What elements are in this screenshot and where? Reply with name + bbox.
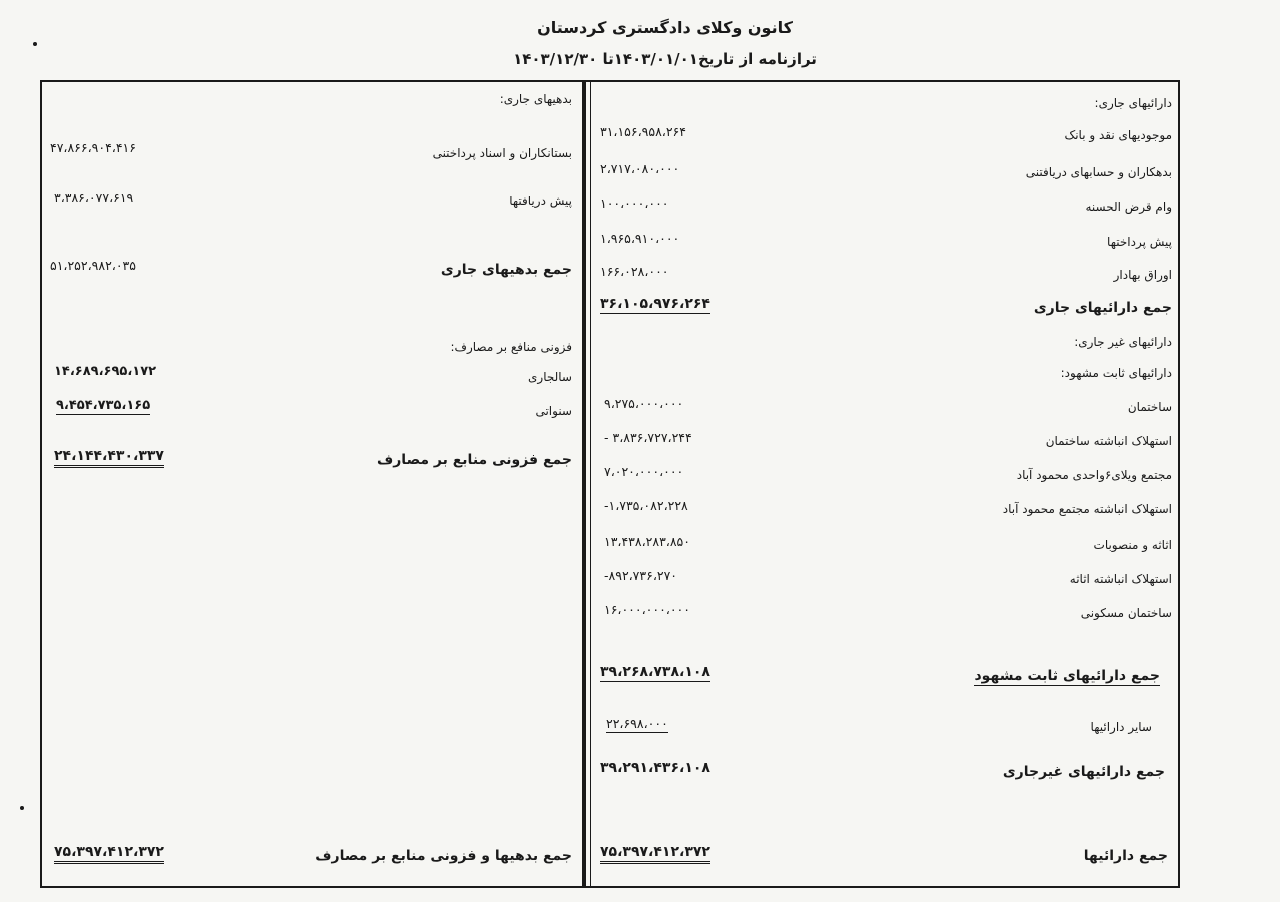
scan-speck xyxy=(20,806,24,810)
assets-grand-total-value: ۷۵،۳۹۷،۴۱۲،۳۷۲ xyxy=(600,844,710,864)
fixed-asset-label: استهلاک انباشته ساختمان xyxy=(1045,434,1172,448)
asset-value: ۲،۷۱۷،۰۸۰،۰۰۰ xyxy=(600,161,680,176)
assets-other-value: ۲۲،۶۹۸،۰۰۰ xyxy=(606,716,668,731)
liab-current-total-label: جمع بدهیهای جاری xyxy=(440,262,572,278)
fixed-asset-value: ۱۶،۰۰۰،۰۰۰،۰۰۰ xyxy=(604,602,690,617)
fixed-asset-label: ساختمان xyxy=(1127,400,1172,414)
asset-value: ۱۰۰،۰۰۰،۰۰۰ xyxy=(600,196,669,211)
liab-value: ۳،۳۸۶،۰۷۷،۶۱۹ xyxy=(54,190,134,205)
liab-current-total-value: ۵۱،۲۵۲،۹۸۲،۰۳۵ xyxy=(50,258,136,273)
fixed-asset-label: استهلاک انباشته مجتمع محمود آباد xyxy=(1002,502,1172,516)
liab-label: پیش دریافتها xyxy=(509,194,572,208)
assets-current-heading: دارائیهای جاری: xyxy=(1094,96,1172,110)
liab-current-heading: بدهیهای جاری: xyxy=(499,92,572,106)
liab-number-column-rule xyxy=(40,82,41,886)
fixed-asset-value: ۹،۲۷۵،۰۰۰،۰۰۰ xyxy=(604,396,684,411)
asset-value: ۳۱،۱۵۶،۹۵۸،۲۶۴ xyxy=(600,124,686,139)
assets-number-column-rule xyxy=(590,82,591,886)
asset-label: پیش پرداختها xyxy=(1107,235,1172,249)
assets-current-total-value: ۳۶،۱۰۵،۹۷۶،۲۶۴ xyxy=(600,296,710,312)
surplus-label: سالجاری xyxy=(528,370,572,384)
asset-value: ۱،۹۶۵،۹۱۰،۰۰۰ xyxy=(600,231,680,246)
report-title: کانون وکلای دادگستری کردستان xyxy=(537,18,793,37)
fixed-asset-value: ۷،۰۲۰،۰۰۰،۰۰۰ xyxy=(604,464,684,479)
assets-other-label: سایر دارائیها xyxy=(1090,720,1152,734)
liab-surplus-total-value: ۲۴،۱۴۴،۴۳۰،۳۳۷ xyxy=(54,448,164,468)
assets-noncurrent-total-value: ۳۹،۲۹۱،۴۳۶،۱۰۸ xyxy=(600,760,710,776)
liab-grand-total-label: جمع بدهیها و فزونی منابع بر مصارف xyxy=(315,848,572,864)
assets-grand-total-label: جمع دارائیها xyxy=(1083,848,1168,864)
fixed-asset-label: اثاثه و منصوبات xyxy=(1093,538,1172,552)
liab-surplus-total-label: جمع فزونی منابع بر مصارف xyxy=(376,452,572,468)
fixed-asset-value: -۸۹۲،۷۳۶،۲۷۰ xyxy=(604,568,678,583)
assets-fixed-total-label: جمع دارائیهای ثابت مشهود xyxy=(974,668,1160,684)
fixed-asset-value: - ۳،۸۳۶،۷۲۷،۲۴۴ xyxy=(604,430,692,445)
liab-label: بستانکاران و اسناد پرداختنی xyxy=(432,146,572,160)
surplus-value: ۱۴،۶۸۹،۶۹۵،۱۷۲ xyxy=(54,364,157,379)
liab-value: ۴۷،۸۶۶،۹۰۴،۴۱۶ xyxy=(50,140,136,155)
surplus-value: ۹،۴۵۴،۷۳۵،۱۶۵ xyxy=(56,398,151,413)
assets-noncurrent-heading: دارائیهای غیر جاری: xyxy=(1074,335,1172,349)
report-subtitle: ترازنامه از تاریخ۱۴۰۳/۰۱/۰۱تا ۱۴۰۳/۱۲/۳۰ xyxy=(513,50,817,68)
liab-grand-total-value: ۷۵،۳۹۷،۴۱۲،۳۷۲ xyxy=(54,844,164,864)
surplus-label: سنواتی xyxy=(535,404,572,418)
asset-label: بدهکاران و حسابهای دریافتنی xyxy=(1025,165,1172,179)
asset-label: وام قرض الحسنه xyxy=(1085,200,1172,214)
asset-label: اوراق بهادار xyxy=(1113,268,1172,282)
assets-current-total-label: جمع دارائیهای جاری xyxy=(1033,300,1172,316)
center-divider xyxy=(582,80,586,888)
assets-fixed-heading: دارائیهای ثابت مشهود: xyxy=(1060,366,1172,380)
assets-noncurrent-total-label: جمع دارائیهای غیرجاری xyxy=(1002,764,1165,780)
fixed-asset-value: ۱۳،۴۳۸،۲۸۳،۸۵۰ xyxy=(604,534,690,549)
fixed-asset-label: استهلاک انباشته اثاثه xyxy=(1069,572,1172,586)
fixed-asset-value: -۱،۷۳۵،۰۸۲،۲۲۸ xyxy=(604,498,688,513)
asset-value: ۱۶۶،۰۲۸،۰۰۰ xyxy=(600,264,669,279)
assets-fixed-total-value: ۳۹،۲۶۸،۷۳۸،۱۰۸ xyxy=(600,664,710,680)
fixed-asset-label: مجتمع ویلای۶واحدی محمود آباد xyxy=(1016,468,1172,482)
scan-speck xyxy=(33,42,37,46)
liab-surplus-heading: فزونی منافع بر مصارف: xyxy=(450,340,572,354)
asset-label: موجودیهای نقد و بانک xyxy=(1064,128,1172,142)
fixed-asset-label: ساختمان مسکونی xyxy=(1080,606,1172,620)
